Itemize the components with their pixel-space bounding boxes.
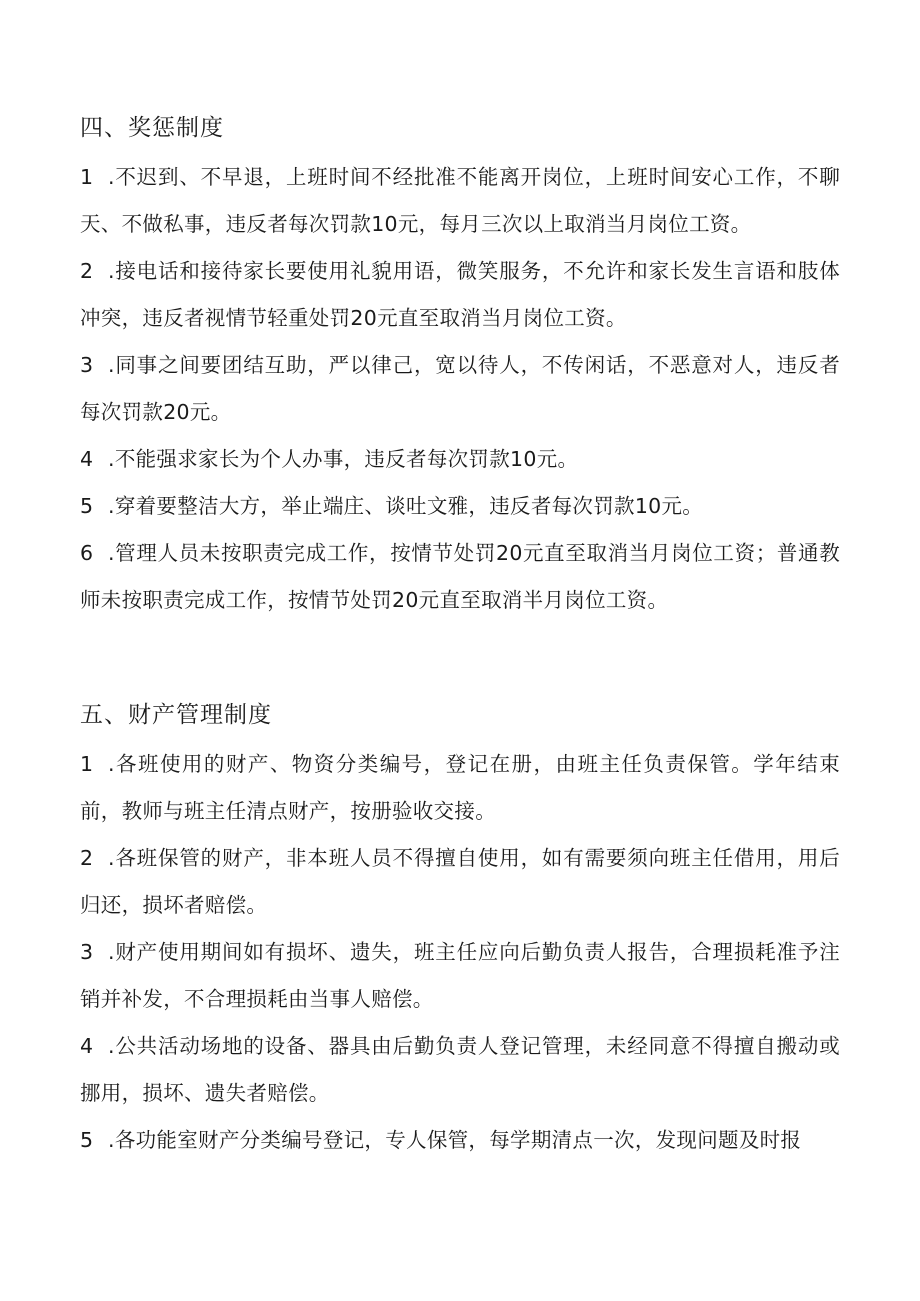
rule-number: 4 <box>80 1034 94 1058</box>
rule-item <box>80 835 840 929</box>
rule-item <box>80 929 840 1023</box>
section-rewards-penalties <box>80 110 840 624</box>
rule-list <box>80 154 840 624</box>
rule-item <box>80 154 840 248</box>
rule-item <box>80 741 840 835</box>
section-heading: 五、财产管理制度 <box>80 702 272 728</box>
rule-item <box>80 436 840 483</box>
rule-text: .不能强求家长为个人办事，违反者每次罚款10元。 <box>108 447 579 471</box>
rule-text: .公共活动场地的设备、器具由后勤负责人登记管理，未经同意不得擅自搬动或挪用，损坏、遗失者赔偿。 <box>80 1034 840 1105</box>
rule-number: 6 <box>80 541 94 565</box>
rule-item <box>80 342 840 436</box>
rule-number: 4 <box>80 447 94 471</box>
rule-text: .各班使用的财产、物资分类编号，登记在册，由班主任负责保管。学年结束前，教师与班主任清点财产，按册验收交接。 <box>80 752 840 823</box>
rule-item <box>80 530 840 624</box>
rule-number: 5 <box>80 494 94 518</box>
rule-text: .财产使用期间如有损坏、遗失，班主任应向后勤负责人报告，合理损耗准予注销并补发，不合理损耗由当事人赔偿。 <box>80 940 840 1011</box>
rule-item <box>80 1023 840 1117</box>
rule-number: 2 <box>80 259 94 283</box>
rule-text: .各班保管的财产，非本班人员不得擅自使用，如有需要须向班主任借用，用后归还，损坏者赔偿。 <box>80 846 840 917</box>
rule-list <box>80 741 840 1164</box>
rule-text: .各功能室财产分类编号登记，专人保管，每学期清点一次，发现问题及时报 <box>108 1128 802 1152</box>
rule-number: 1 <box>80 752 94 776</box>
rule-number: 5 <box>80 1128 94 1152</box>
rule-number: 2 <box>80 846 94 870</box>
rule-text: .管理人员未按职责完成工作，按情节处罚20元直至取消当月岗位工资；普通教师未按职责完成工作，按情节处罚20元直至取消半月岗位工资。 <box>80 541 840 612</box>
rule-number: 3 <box>80 353 94 377</box>
rule-item <box>80 483 840 530</box>
section-heading: 四、奖惩制度 <box>80 115 224 141</box>
rule-number: 3 <box>80 940 94 964</box>
rule-text: .穿着要整洁大方，举止端庄、谈吐文雅，违反者每次罚款10元。 <box>108 494 704 518</box>
section-property-management <box>80 697 840 1164</box>
rule-item <box>80 248 840 342</box>
rule-text: .同事之间要团结互助，严以律己，宽以待人，不传闲话，不恶意对人，违反者每次罚款20元。 <box>80 353 840 424</box>
rule-text: .接电话和接待家长要使用礼貌用语，微笑服务，不允许和家长发生言语和肢体冲突，违反者视情节轻重处罚20元直至取消当月岗位工资。 <box>80 259 840 330</box>
rule-text: .不迟到、不早退，上班时间不经批准不能离开岗位，上班时间安心工作，不聊天、不做私事，违反者每次罚款10元，每月三次以上取消当月岗位工资。 <box>80 165 840 236</box>
rule-number: 1 <box>80 165 94 189</box>
rule-item <box>80 1117 840 1164</box>
